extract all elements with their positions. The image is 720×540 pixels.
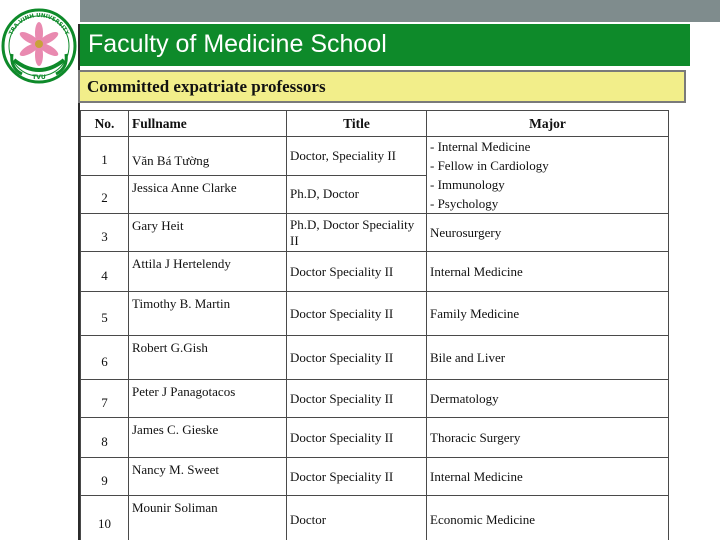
row-title: Doctor Speciality II xyxy=(287,458,427,496)
table-row xyxy=(81,380,669,418)
header-no: No. xyxy=(81,111,129,137)
row-title: Doctor Speciality II xyxy=(287,380,427,418)
row-title: Doctor Speciality II xyxy=(287,418,427,458)
row-no: 2 xyxy=(81,175,129,214)
header-title: Title xyxy=(287,111,427,137)
row-fullname: Timothy B. Martin xyxy=(129,292,287,336)
table-row xyxy=(81,458,669,496)
row-no: 6 xyxy=(81,336,129,380)
row-major: Internal Medicine xyxy=(427,458,669,496)
row-no: 5 xyxy=(81,292,129,336)
row-title: Doctor Speciality II xyxy=(287,292,427,336)
row-no: 10 xyxy=(81,496,129,540)
row-fullname: Jessica Anne Clarke xyxy=(129,175,287,214)
row-title: Ph.D, Doctor Speciality II xyxy=(287,214,427,252)
table-row xyxy=(81,336,669,380)
row-fullname: James C. Gieske xyxy=(129,418,287,458)
section-subtitle: Committed expatriate professors xyxy=(87,77,326,96)
header-major: Major xyxy=(427,111,669,137)
major-line: - Internal Medicine xyxy=(430,139,531,154)
row-fullname: Peter J Panagotacos xyxy=(129,380,287,418)
page-title: Faculty of Medicine School xyxy=(88,30,387,58)
row-title: Ph.D, Doctor xyxy=(287,175,427,214)
row-major: Dermatology xyxy=(427,380,669,418)
row-no: 3 xyxy=(81,214,129,252)
row-fullname: Gary Heit xyxy=(129,214,287,252)
row-title: Doctor Speciality II xyxy=(287,336,427,380)
university-logo xyxy=(0,0,78,92)
row-fullname: Mounir Soliman xyxy=(129,496,287,540)
logo-bottom-text: TVU xyxy=(32,74,46,81)
row-title: Doctor Speciality II xyxy=(287,252,427,292)
header-fullname: Fullname xyxy=(129,111,287,137)
row-no: 4 xyxy=(81,252,129,292)
row-no: 7 xyxy=(81,380,129,418)
row-major: Economic Medicine xyxy=(427,496,669,540)
table-row xyxy=(81,418,669,458)
table-row xyxy=(81,496,669,540)
table-row xyxy=(81,252,669,292)
top-decor-bar xyxy=(80,0,720,22)
row-fullname: Văn Bá Tường xyxy=(129,137,287,176)
table-row xyxy=(81,137,669,176)
row-fullname: Robert G.Gish xyxy=(129,336,287,380)
row-major: Bile and Liver xyxy=(427,336,669,380)
row-no: 1 xyxy=(81,137,129,176)
professors-table xyxy=(80,110,669,540)
row-major: Internal Medicine xyxy=(427,252,669,292)
table-row xyxy=(81,214,669,252)
row-fullname: Nancy M. Sweet xyxy=(129,458,287,496)
row-major-merged xyxy=(427,137,669,214)
row-no: 9 xyxy=(81,458,129,496)
row-major: Family Medicine xyxy=(427,292,669,336)
major-line: - Fellow in Cardiology xyxy=(430,158,549,173)
row-major: Neurosurgery xyxy=(427,214,669,252)
major-line: - Immunology xyxy=(430,177,505,192)
logo-top-text: TRA VINH UNIVERSITY xyxy=(8,12,70,37)
major-line: - Psychology xyxy=(430,196,499,211)
row-no: 8 xyxy=(81,418,129,458)
row-title: Doctor, Speciality II xyxy=(287,137,427,176)
table-row xyxy=(81,292,669,336)
row-fullname: Attila J Hertelendy xyxy=(129,252,287,292)
row-title: Doctor xyxy=(287,496,427,540)
row-major: Thoracic Surgery xyxy=(427,418,669,458)
table-header-row xyxy=(81,111,669,137)
